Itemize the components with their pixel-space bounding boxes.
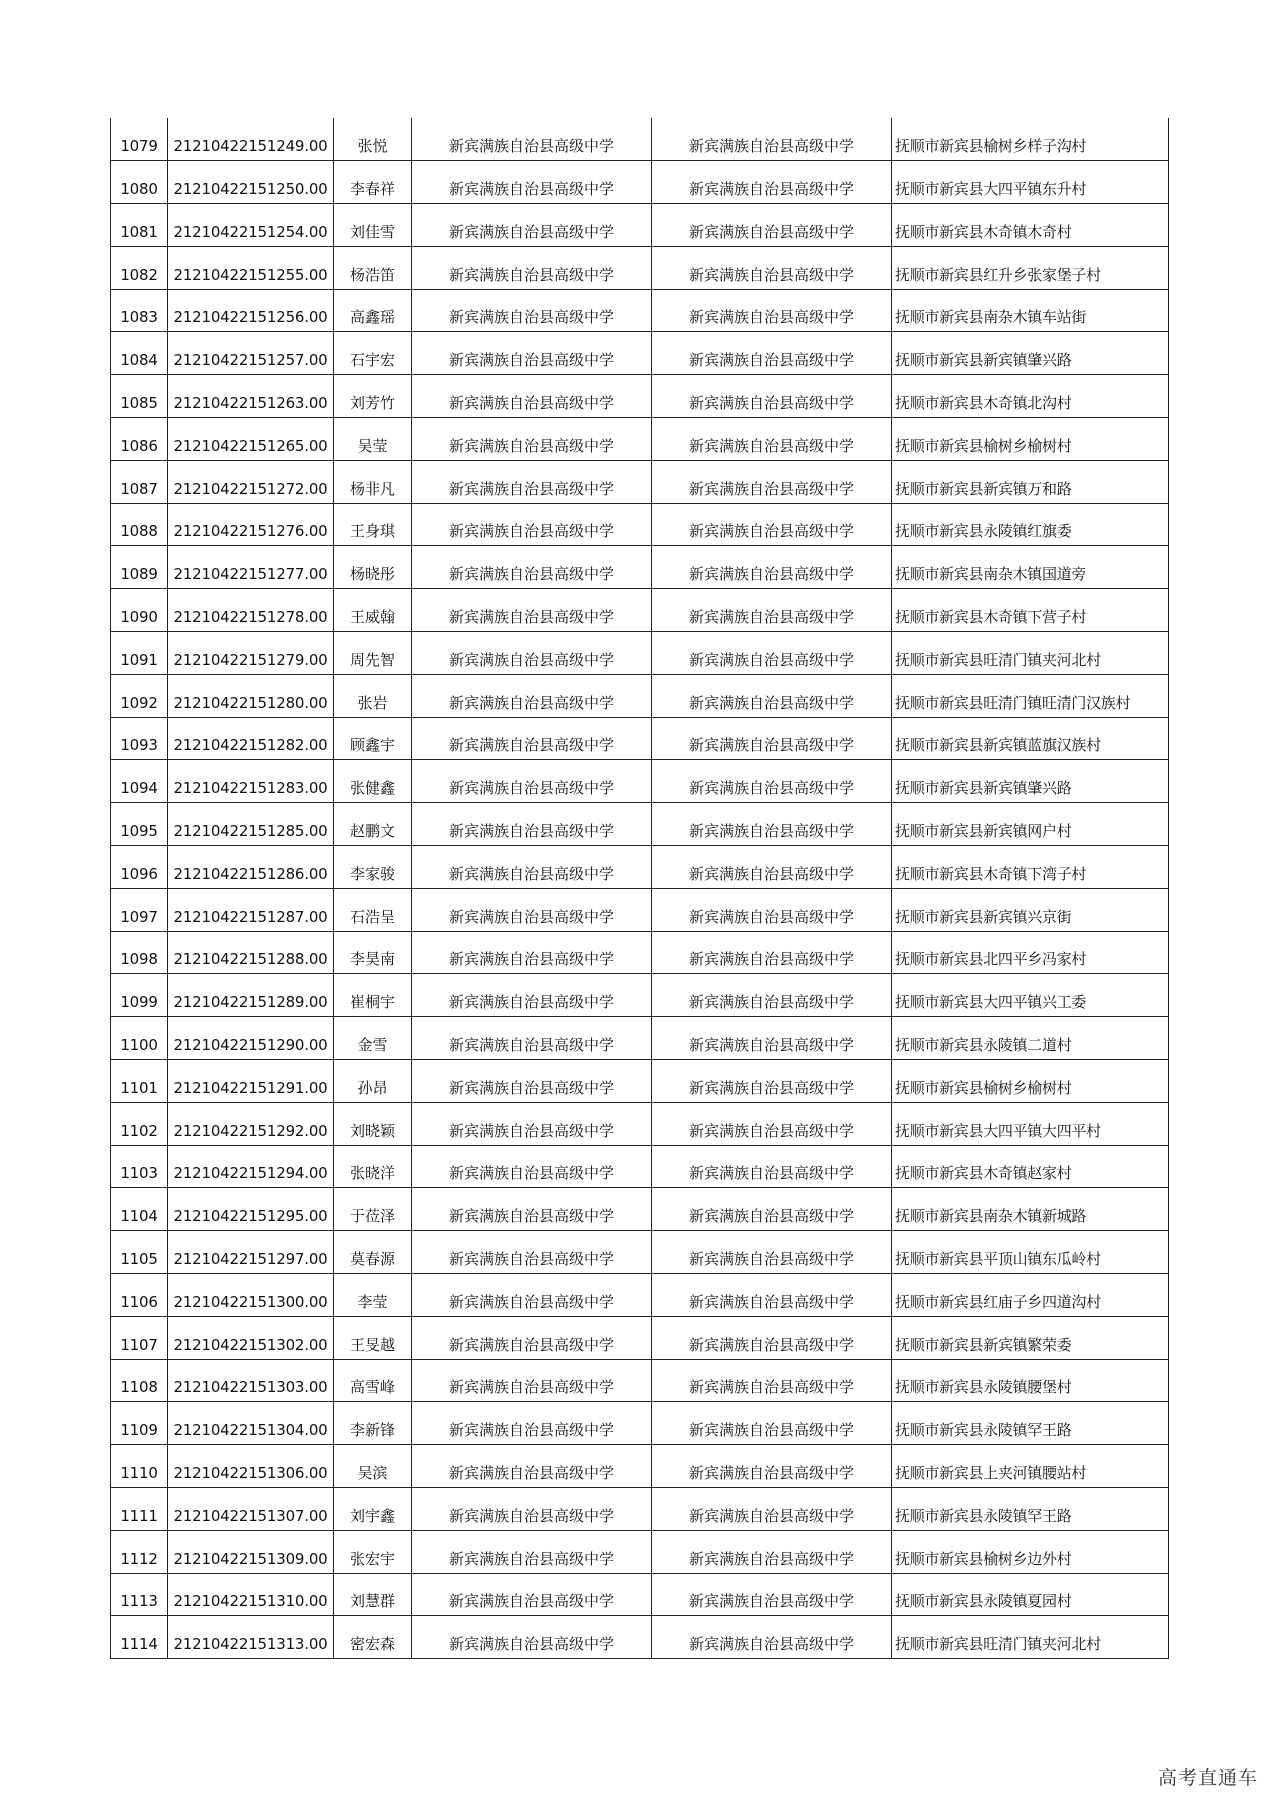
cell-school: 新宾满族自治县高级中学 [412,674,652,717]
cell-name: 李新锋 [334,1402,412,1445]
cell-seq: 1083 [111,289,168,332]
cell-exam-id: 21210422151306.00 [168,1445,334,1488]
cell-school: 新宾满族自治县高级中学 [412,503,652,546]
cell-address: 抚顺市新宾县大四平镇兴工委 [892,974,1169,1017]
cell-address: 抚顺市新宾县旺清门镇旺清门汉族村 [892,674,1169,717]
cell-name: 李家骏 [334,846,412,889]
cell-exam-id: 21210422151279.00 [168,632,334,675]
cell-admit-school: 新宾满族自治县高级中学 [652,1530,892,1573]
table-row [111,1402,1169,1445]
cell-seq: 1088 [111,503,168,546]
cell-exam-id: 21210422151263.00 [168,375,334,418]
cell-admit-school: 新宾满族自治县高级中学 [652,204,892,247]
cell-address: 抚顺市新宾县新宾镇万和路 [892,460,1169,503]
cell-admit-school: 新宾满族自治县高级中学 [652,931,892,974]
cell-seq: 1097 [111,888,168,931]
cell-name: 张岩 [334,674,412,717]
table-row [111,246,1169,289]
cell-address: 抚顺市新宾县红庙子乡四道沟村 [892,1274,1169,1317]
cell-name: 刘慧群 [334,1573,412,1616]
cell-school: 新宾满族自治县高级中学 [412,1231,652,1274]
cell-exam-id: 21210422151297.00 [168,1231,334,1274]
cell-seq: 1089 [111,546,168,589]
cell-seq: 1093 [111,717,168,760]
cell-admit-school: 新宾满族自治县高级中学 [652,1402,892,1445]
cell-name: 李昊南 [334,931,412,974]
table-row [111,974,1169,1017]
cell-seq: 1096 [111,846,168,889]
cell-address: 抚顺市新宾县榆树乡榆树村 [892,1060,1169,1103]
cell-name: 杨晓彤 [334,546,412,589]
cell-address: 抚顺市新宾县永陵镇罕王路 [892,1402,1169,1445]
cell-address: 抚顺市新宾县南杂木镇车站街 [892,289,1169,332]
table-row [111,1530,1169,1573]
cell-address: 抚顺市新宾县木奇镇下湾子村 [892,846,1169,889]
cell-admit-school: 新宾满族自治县高级中学 [652,1102,892,1145]
cell-address: 抚顺市新宾县南杂木镇新城路 [892,1188,1169,1231]
cell-exam-id: 21210422151289.00 [168,974,334,1017]
cell-exam-id: 21210422151276.00 [168,503,334,546]
table-row [111,760,1169,803]
cell-exam-id: 21210422151309.00 [168,1530,334,1573]
table-row [111,1231,1169,1274]
cell-address: 抚顺市新宾县榆树乡边外村 [892,1530,1169,1573]
cell-admit-school: 新宾满族自治县高级中学 [652,161,892,204]
cell-name: 李莹 [334,1274,412,1317]
cell-name: 高雪峰 [334,1359,412,1402]
cell-address: 抚顺市新宾县新宾镇兴京街 [892,888,1169,931]
table-row [111,1359,1169,1402]
cell-exam-id: 21210422151254.00 [168,204,334,247]
cell-admit-school: 新宾满族自治县高级中学 [652,1445,892,1488]
cell-school: 新宾满族自治县高级中学 [412,118,652,161]
cell-name: 吴莹 [334,418,412,461]
cell-school: 新宾满族自治县高级中学 [412,1017,652,1060]
table-row [111,161,1169,204]
cell-school: 新宾满族自治县高级中学 [412,1488,652,1531]
cell-admit-school: 新宾满族自治县高级中学 [652,418,892,461]
cell-address: 抚顺市新宾县木奇镇赵家村 [892,1145,1169,1188]
table-row [111,418,1169,461]
cell-school: 新宾满族自治县高级中学 [412,1274,652,1317]
cell-name: 王旻越 [334,1316,412,1359]
cell-address: 抚顺市新宾县大四平镇大四平村 [892,1102,1169,1145]
cell-seq: 1085 [111,375,168,418]
table-row [111,546,1169,589]
cell-school: 新宾满族自治县高级中学 [412,974,652,1017]
cell-seq: 1102 [111,1102,168,1145]
cell-exam-id: 21210422151278.00 [168,589,334,632]
cell-admit-school: 新宾满族自治县高级中学 [652,1573,892,1616]
cell-school: 新宾满族自治县高级中学 [412,1616,652,1659]
cell-seq: 1084 [111,332,168,375]
cell-seq: 1104 [111,1188,168,1231]
table-row [111,118,1169,161]
cell-exam-id: 21210422151265.00 [168,418,334,461]
cell-address: 抚顺市新宾县永陵镇夏园村 [892,1573,1169,1616]
table-row [111,1145,1169,1188]
table-row [111,289,1169,332]
cell-admit-school: 新宾满族自治县高级中学 [652,118,892,161]
cell-name: 李春祥 [334,161,412,204]
table-row [111,503,1169,546]
cell-address: 抚顺市新宾县新宾镇网户村 [892,803,1169,846]
cell-address: 抚顺市新宾县北四平乡冯家村 [892,931,1169,974]
cell-admit-school: 新宾满族自治县高级中学 [652,846,892,889]
cell-seq: 1112 [111,1530,168,1573]
cell-school: 新宾满族自治县高级中学 [412,717,652,760]
cell-exam-id: 21210422151280.00 [168,674,334,717]
cell-admit-school: 新宾满族自治县高级中学 [652,546,892,589]
cell-admit-school: 新宾满族自治县高级中学 [652,503,892,546]
cell-address: 抚顺市新宾县红升乡张家堡子村 [892,246,1169,289]
table-row [111,460,1169,503]
cell-seq: 1094 [111,760,168,803]
cell-address: 抚顺市新宾县南杂木镇国道旁 [892,546,1169,589]
table-row [111,1488,1169,1531]
table-row [111,1445,1169,1488]
table-row [111,589,1169,632]
cell-admit-school: 新宾满族自治县高级中学 [652,1616,892,1659]
table-row [111,1274,1169,1317]
cell-school: 新宾满族自治县高级中学 [412,846,652,889]
cell-address: 抚顺市新宾县新宾镇肇兴路 [892,332,1169,375]
cell-exam-id: 21210422151310.00 [168,1573,334,1616]
cell-seq: 1111 [111,1488,168,1531]
cell-name: 张晓洋 [334,1145,412,1188]
cell-school: 新宾满族自治县高级中学 [412,418,652,461]
cell-seq: 1103 [111,1145,168,1188]
cell-address: 抚顺市新宾县新宾镇蓝旗汉族村 [892,717,1169,760]
cell-admit-school: 新宾满族自治县高级中学 [652,1316,892,1359]
cell-school: 新宾满族自治县高级中学 [412,931,652,974]
cell-seq: 1101 [111,1060,168,1103]
cell-seq: 1107 [111,1316,168,1359]
cell-name: 崔桐宇 [334,974,412,1017]
table-row [111,1060,1169,1103]
cell-admit-school: 新宾满族自治县高级中学 [652,246,892,289]
cell-address: 抚顺市新宾县永陵镇二道村 [892,1017,1169,1060]
cell-seq: 1105 [111,1231,168,1274]
cell-exam-id: 21210422151303.00 [168,1359,334,1402]
cell-address: 抚顺市新宾县永陵镇红旗委 [892,503,1169,546]
cell-name: 杨浩笛 [334,246,412,289]
table-row [111,674,1169,717]
table-row [111,1316,1169,1359]
table-row [111,632,1169,675]
cell-admit-school: 新宾满族自治县高级中学 [652,1359,892,1402]
cell-exam-id: 21210422151250.00 [168,161,334,204]
cell-seq: 1098 [111,931,168,974]
cell-seq: 1087 [111,460,168,503]
cell-seq: 1082 [111,246,168,289]
cell-school: 新宾满族自治县高级中学 [412,1145,652,1188]
cell-school: 新宾满族自治县高级中学 [412,760,652,803]
cell-exam-id: 21210422151282.00 [168,717,334,760]
cell-name: 石浩呈 [334,888,412,931]
table-row [111,1017,1169,1060]
cell-name: 于莅泽 [334,1188,412,1231]
cell-school: 新宾满族自治县高级中学 [412,1402,652,1445]
table-row [111,717,1169,760]
cell-seq: 1090 [111,589,168,632]
table-row [111,1616,1169,1659]
cell-name: 刘芳竹 [334,375,412,418]
cell-exam-id: 21210422151283.00 [168,760,334,803]
cell-name: 张健鑫 [334,760,412,803]
cell-name: 孙昂 [334,1060,412,1103]
cell-name: 顾鑫宇 [334,717,412,760]
cell-name: 莫春源 [334,1231,412,1274]
cell-admit-school: 新宾满族自治县高级中学 [652,674,892,717]
cell-exam-id: 21210422151294.00 [168,1145,334,1188]
cell-address: 抚顺市新宾县永陵镇腰堡村 [892,1359,1169,1402]
cell-exam-id: 21210422151256.00 [168,289,334,332]
cell-seq: 1086 [111,418,168,461]
cell-exam-id: 21210422151307.00 [168,1488,334,1531]
cell-school: 新宾满族自治县高级中学 [412,204,652,247]
cell-exam-id: 21210422151302.00 [168,1316,334,1359]
cell-admit-school: 新宾满族自治县高级中学 [652,332,892,375]
cell-school: 新宾满族自治县高级中学 [412,161,652,204]
cell-address: 抚顺市新宾县旺清门镇夹河北村 [892,1616,1169,1659]
cell-exam-id: 21210422151255.00 [168,246,334,289]
cell-admit-school: 新宾满族自治县高级中学 [652,460,892,503]
cell-school: 新宾满族自治县高级中学 [412,1316,652,1359]
cell-admit-school: 新宾满族自治县高级中学 [652,803,892,846]
cell-name: 石宇宏 [334,332,412,375]
cell-admit-school: 新宾满族自治县高级中学 [652,974,892,1017]
roster-table-body [111,118,1169,1659]
table-row [111,1102,1169,1145]
cell-school: 新宾满族自治县高级中学 [412,1188,652,1231]
cell-seq: 1081 [111,204,168,247]
cell-exam-id: 21210422151285.00 [168,803,334,846]
cell-seq: 1080 [111,161,168,204]
cell-name: 张宏宇 [334,1530,412,1573]
cell-name: 刘晓颖 [334,1102,412,1145]
cell-exam-id: 21210422151287.00 [168,888,334,931]
cell-admit-school: 新宾满族自治县高级中学 [652,1017,892,1060]
cell-school: 新宾满族自治县高级中学 [412,1060,652,1103]
cell-name: 金雪 [334,1017,412,1060]
cell-school: 新宾满族自治县高级中学 [412,1102,652,1145]
cell-school: 新宾满族自治县高级中学 [412,1530,652,1573]
cell-address: 抚顺市新宾县旺清门镇夹河北村 [892,632,1169,675]
cell-school: 新宾满族自治县高级中学 [412,332,652,375]
table-row [111,803,1169,846]
cell-admit-school: 新宾满族自治县高级中学 [652,717,892,760]
cell-seq: 1108 [111,1359,168,1402]
site-watermark: 高考直通车 [1157,1767,1258,1789]
table-row [111,846,1169,889]
cell-exam-id: 21210422151313.00 [168,1616,334,1659]
cell-admit-school: 新宾满族自治县高级中学 [652,1231,892,1274]
cell-exam-id: 21210422151249.00 [168,118,334,161]
cell-admit-school: 新宾满族自治县高级中学 [652,888,892,931]
cell-seq: 1091 [111,632,168,675]
table-row [111,1573,1169,1616]
cell-seq: 1092 [111,674,168,717]
cell-name: 周先智 [334,632,412,675]
cell-exam-id: 21210422151292.00 [168,1102,334,1145]
cell-admit-school: 新宾满族自治县高级中学 [652,375,892,418]
cell-school: 新宾满族自治县高级中学 [412,1573,652,1616]
cell-exam-id: 21210422151272.00 [168,460,334,503]
cell-admit-school: 新宾满族自治县高级中学 [652,632,892,675]
cell-exam-id: 21210422151257.00 [168,332,334,375]
cell-school: 新宾满族自治县高级中学 [412,888,652,931]
cell-admit-school: 新宾满族自治县高级中学 [652,1060,892,1103]
cell-seq: 1095 [111,803,168,846]
cell-exam-id: 21210422151290.00 [168,1017,334,1060]
cell-name: 赵鹏文 [334,803,412,846]
cell-exam-id: 21210422151304.00 [168,1402,334,1445]
cell-name: 杨非凡 [334,460,412,503]
cell-admit-school: 新宾满族自治县高级中学 [652,760,892,803]
cell-seq: 1113 [111,1573,168,1616]
table-row [111,888,1169,931]
cell-exam-id: 21210422151300.00 [168,1274,334,1317]
cell-seq: 1114 [111,1616,168,1659]
cell-address: 抚顺市新宾县木奇镇北沟村 [892,375,1169,418]
cell-school: 新宾满族自治县高级中学 [412,546,652,589]
table-row [111,375,1169,418]
cell-exam-id: 21210422151277.00 [168,546,334,589]
cell-address: 抚顺市新宾县榆树乡样子沟村 [892,118,1169,161]
cell-address: 抚顺市新宾县新宾镇繁荣委 [892,1316,1169,1359]
cell-school: 新宾满族自治县高级中学 [412,803,652,846]
cell-address: 抚顺市新宾县上夹河镇腰站村 [892,1445,1169,1488]
cell-exam-id: 21210422151288.00 [168,931,334,974]
table-row [111,332,1169,375]
cell-name: 刘宇鑫 [334,1488,412,1531]
cell-school: 新宾满族自治县高级中学 [412,375,652,418]
cell-name: 吴滨 [334,1445,412,1488]
cell-address: 抚顺市新宾县木奇镇木奇村 [892,204,1169,247]
cell-admit-school: 新宾满族自治县高级中学 [652,1274,892,1317]
cell-address: 抚顺市新宾县新宾镇肇兴路 [892,760,1169,803]
cell-address: 抚顺市新宾县平顶山镇东瓜岭村 [892,1231,1169,1274]
student-roster-table [110,118,1169,1659]
cell-school: 新宾满族自治县高级中学 [412,632,652,675]
cell-address: 抚顺市新宾县木奇镇下营子村 [892,589,1169,632]
cell-admit-school: 新宾满族自治县高级中学 [652,1188,892,1231]
cell-school: 新宾满族自治县高级中学 [412,589,652,632]
cell-seq: 1109 [111,1402,168,1445]
cell-admit-school: 新宾满族自治县高级中学 [652,289,892,332]
cell-name: 刘佳雪 [334,204,412,247]
cell-name: 王身琪 [334,503,412,546]
cell-address: 抚顺市新宾县榆树乡榆树村 [892,418,1169,461]
cell-admit-school: 新宾满族自治县高级中学 [652,589,892,632]
cell-exam-id: 21210422151291.00 [168,1060,334,1103]
cell-name: 密宏森 [334,1616,412,1659]
table-row [111,931,1169,974]
cell-admit-school: 新宾满族自治县高级中学 [652,1488,892,1531]
cell-seq: 1099 [111,974,168,1017]
cell-name: 张悦 [334,118,412,161]
cell-seq: 1106 [111,1274,168,1317]
cell-exam-id: 21210422151286.00 [168,846,334,889]
cell-school: 新宾满族自治县高级中学 [412,460,652,503]
cell-exam-id: 21210422151295.00 [168,1188,334,1231]
cell-name: 王威翰 [334,589,412,632]
cell-seq: 1100 [111,1017,168,1060]
cell-address: 抚顺市新宾县永陵镇罕王路 [892,1488,1169,1531]
cell-name: 高鑫瑶 [334,289,412,332]
cell-school: 新宾满族自治县高级中学 [412,1445,652,1488]
cell-school: 新宾满族自治县高级中学 [412,289,652,332]
cell-school: 新宾满族自治县高级中学 [412,1359,652,1402]
table-row [111,1188,1169,1231]
cell-admit-school: 新宾满族自治县高级中学 [652,1145,892,1188]
cell-seq: 1079 [111,118,168,161]
cell-seq: 1110 [111,1445,168,1488]
table-row [111,204,1169,247]
cell-address: 抚顺市新宾县大四平镇东升村 [892,161,1169,204]
cell-school: 新宾满族自治县高级中学 [412,246,652,289]
